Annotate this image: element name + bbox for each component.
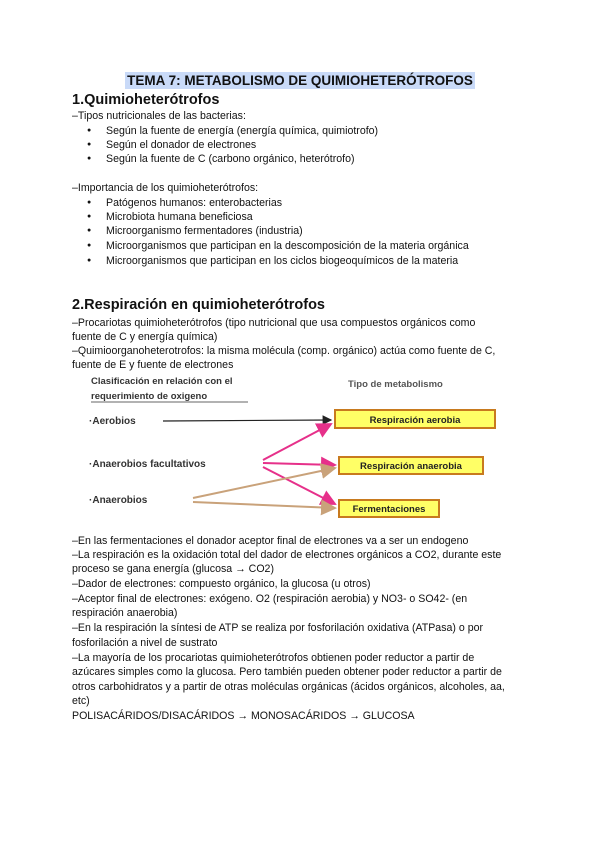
paragraph: –Dador de electrones: compuesto orgánico, la glucosa (u otros) [72, 578, 371, 590]
paragraph: otros carbohidratos y a partir de otras moléculas orgánicas (ácidos orgánicos, alcoholes, aa, [72, 681, 505, 693]
paragraph: POLISACÁRIDOS/DISACÁRIDOS → MONOSACÁRIDOS → GLUCOSA [72, 710, 415, 722]
organism-anaerobios: ·Anaerobios [89, 495, 148, 506]
box-respiracion-aerobia-label: Respiración aerobia [369, 415, 461, 426]
page-title-text: TEMA 7: METABOLISMO DE QUIMIOHETERÓTROFOS [127, 73, 473, 88]
organism-facultativos: ·Anaerobios facultativos [89, 459, 206, 470]
paragraph: fosforilación a nivel de sustrato [72, 637, 218, 649]
document-page: TEMA 7: METABOLISMO DE QUIMIOHETERÓTROFOS 1.Quimioheterótrofos –Tipos nutricionales de las bacterias: Según la fuente de energía (energía química, quimiotrofo) Según el donador de electrones Según la fuente de C (carbono orgánico, heterótrofo) –Importancia de los quimioheterótrofos: Patógenos humanos: enterobacterias Microbiota humana beneficiosa Microorganismo fermentadores (industria) Microorganismos que participan en la descomposición de la materia orgánica Microorganismos que participan en los ciclos biogeoquímicos de la materia 2.Respiración en quimioheterótrofos –Procariotas quimioheterótrofos (tipo nutricional que usa compuestos orgánicos como fuente de C y energía química) –Quimioorganoheterotrofos: la misma molécula (comp. orgánico) actúa como fuente de C, fuente de E y fuente de electrones Clasificación en relación con el requerimiento de oxigeno Tipo de metabolismo ·Aerobios ·Anaerobios facultativos ·Anaerobios Respiración aerobia Respiración anaerobia Fermentaciones –En las fermentaciones el donador aceptor final de electrones va a ser un endogeno –La respiración es la oxidación total del dador de electrones orgánicos a CO2, durante este proceso se gana energía (glucosa → CO2) –Dador de electrones: compuesto orgánico, la glucosa (u otros) –Aceptor final de electrones: exógeno. O2 (respiración aerobia) y NO3- o SO42- (en respiración anaerobia) –En la respiración la síntesi de ATP se realiza por fosforilación oxidativa (ATPasa) o por fosforilación a nivel de sustrato –La mayoría de los procariotas quimioheterótrofos obtienen poder reductor a partir de azúcares simples como la glucosa. Pero también pueden obtener poder reductor a partir de otros carbohidratos y a partir de otras moléculas orgánicas (ácidos orgánicos, alcoholes, aa, etc) POLISACÁRIDOS/DISACÁRIDOS → MONOSACÁRIDOS → GLUCOSA [0, 0, 600, 848]
page-title [0, 72, 600, 90]
paragraph: –Aceptor final de electrones: exógeno. O2 (respiración aerobia) y NO3- o SO42- (en [72, 593, 468, 605]
types-intro: –Tipos nutricionales de las bacterias: [72, 110, 246, 122]
paragraph: fuente de C y energía química) [72, 331, 218, 343]
paragraph: proceso se gana energía (glucosa → CO2) [72, 563, 274, 575]
paragraph: –En la respiración la síntesi de ATP se realiza por fosforilación oxidativa (ATPasa) o por [72, 622, 484, 634]
section-1-heading: 1.Quimioheterótrofos [72, 92, 220, 108]
section-2-heading: 2.Respiración en quimioheterótrofos [72, 297, 325, 313]
paragraph: fuente de E y fuente de electrones [72, 359, 234, 371]
organism-aerobios: ·Aerobios [89, 416, 136, 427]
oxygen-metabolism-diagram [83, 372, 513, 530]
paragraph: azúcares simples como la glucosa. Pero también pueden obtener poder reductor a partir de [72, 666, 502, 678]
right-header: Tipo de metabolismo [348, 379, 443, 390]
left-header-line2: requerimiento de oxigeno [91, 391, 208, 402]
arrow-facultativos-to-aerobia [263, 424, 331, 460]
arrow-aerobios-to-aerobia [163, 420, 331, 421]
paragraph: –La mayoría de los procariotas quimioheterótrofos obtienen poder reductor a partir de [72, 652, 475, 664]
arrow-facultativos-to-anaerobia [263, 463, 335, 465]
paragraph: –En las fermentaciones el donador aceptor final de electrones va a ser un endogeno [72, 535, 469, 547]
box-fermentaciones-label: Fermentaciones [352, 504, 426, 515]
importance-intro: –Importancia de los quimioheterótrofos: [72, 182, 259, 194]
paragraph: –La respiración es la oxidación total del dador de electrones orgánicos a CO2, durante este [72, 549, 502, 561]
paragraph: respiración anaerobia) [72, 607, 178, 619]
paragraph: –Procariotas quimioheterótrofos (tipo nutricional que usa compuestos orgánicos como [72, 317, 476, 329]
paragraph: etc) [72, 695, 90, 707]
arrow-facultativos-to-fermentaciones [263, 467, 335, 504]
paragraph: –Quimioorganoheterotrofos: la misma molécula (comp. orgánico) actúa como fuente de C, [72, 345, 496, 357]
box-respiracion-anaerobia-label: Respiración anaerobia [360, 461, 462, 472]
left-header-line1: Clasificación en relación con el [91, 376, 233, 387]
arrow-anaerobios-to-fermentaciones [193, 502, 335, 508]
